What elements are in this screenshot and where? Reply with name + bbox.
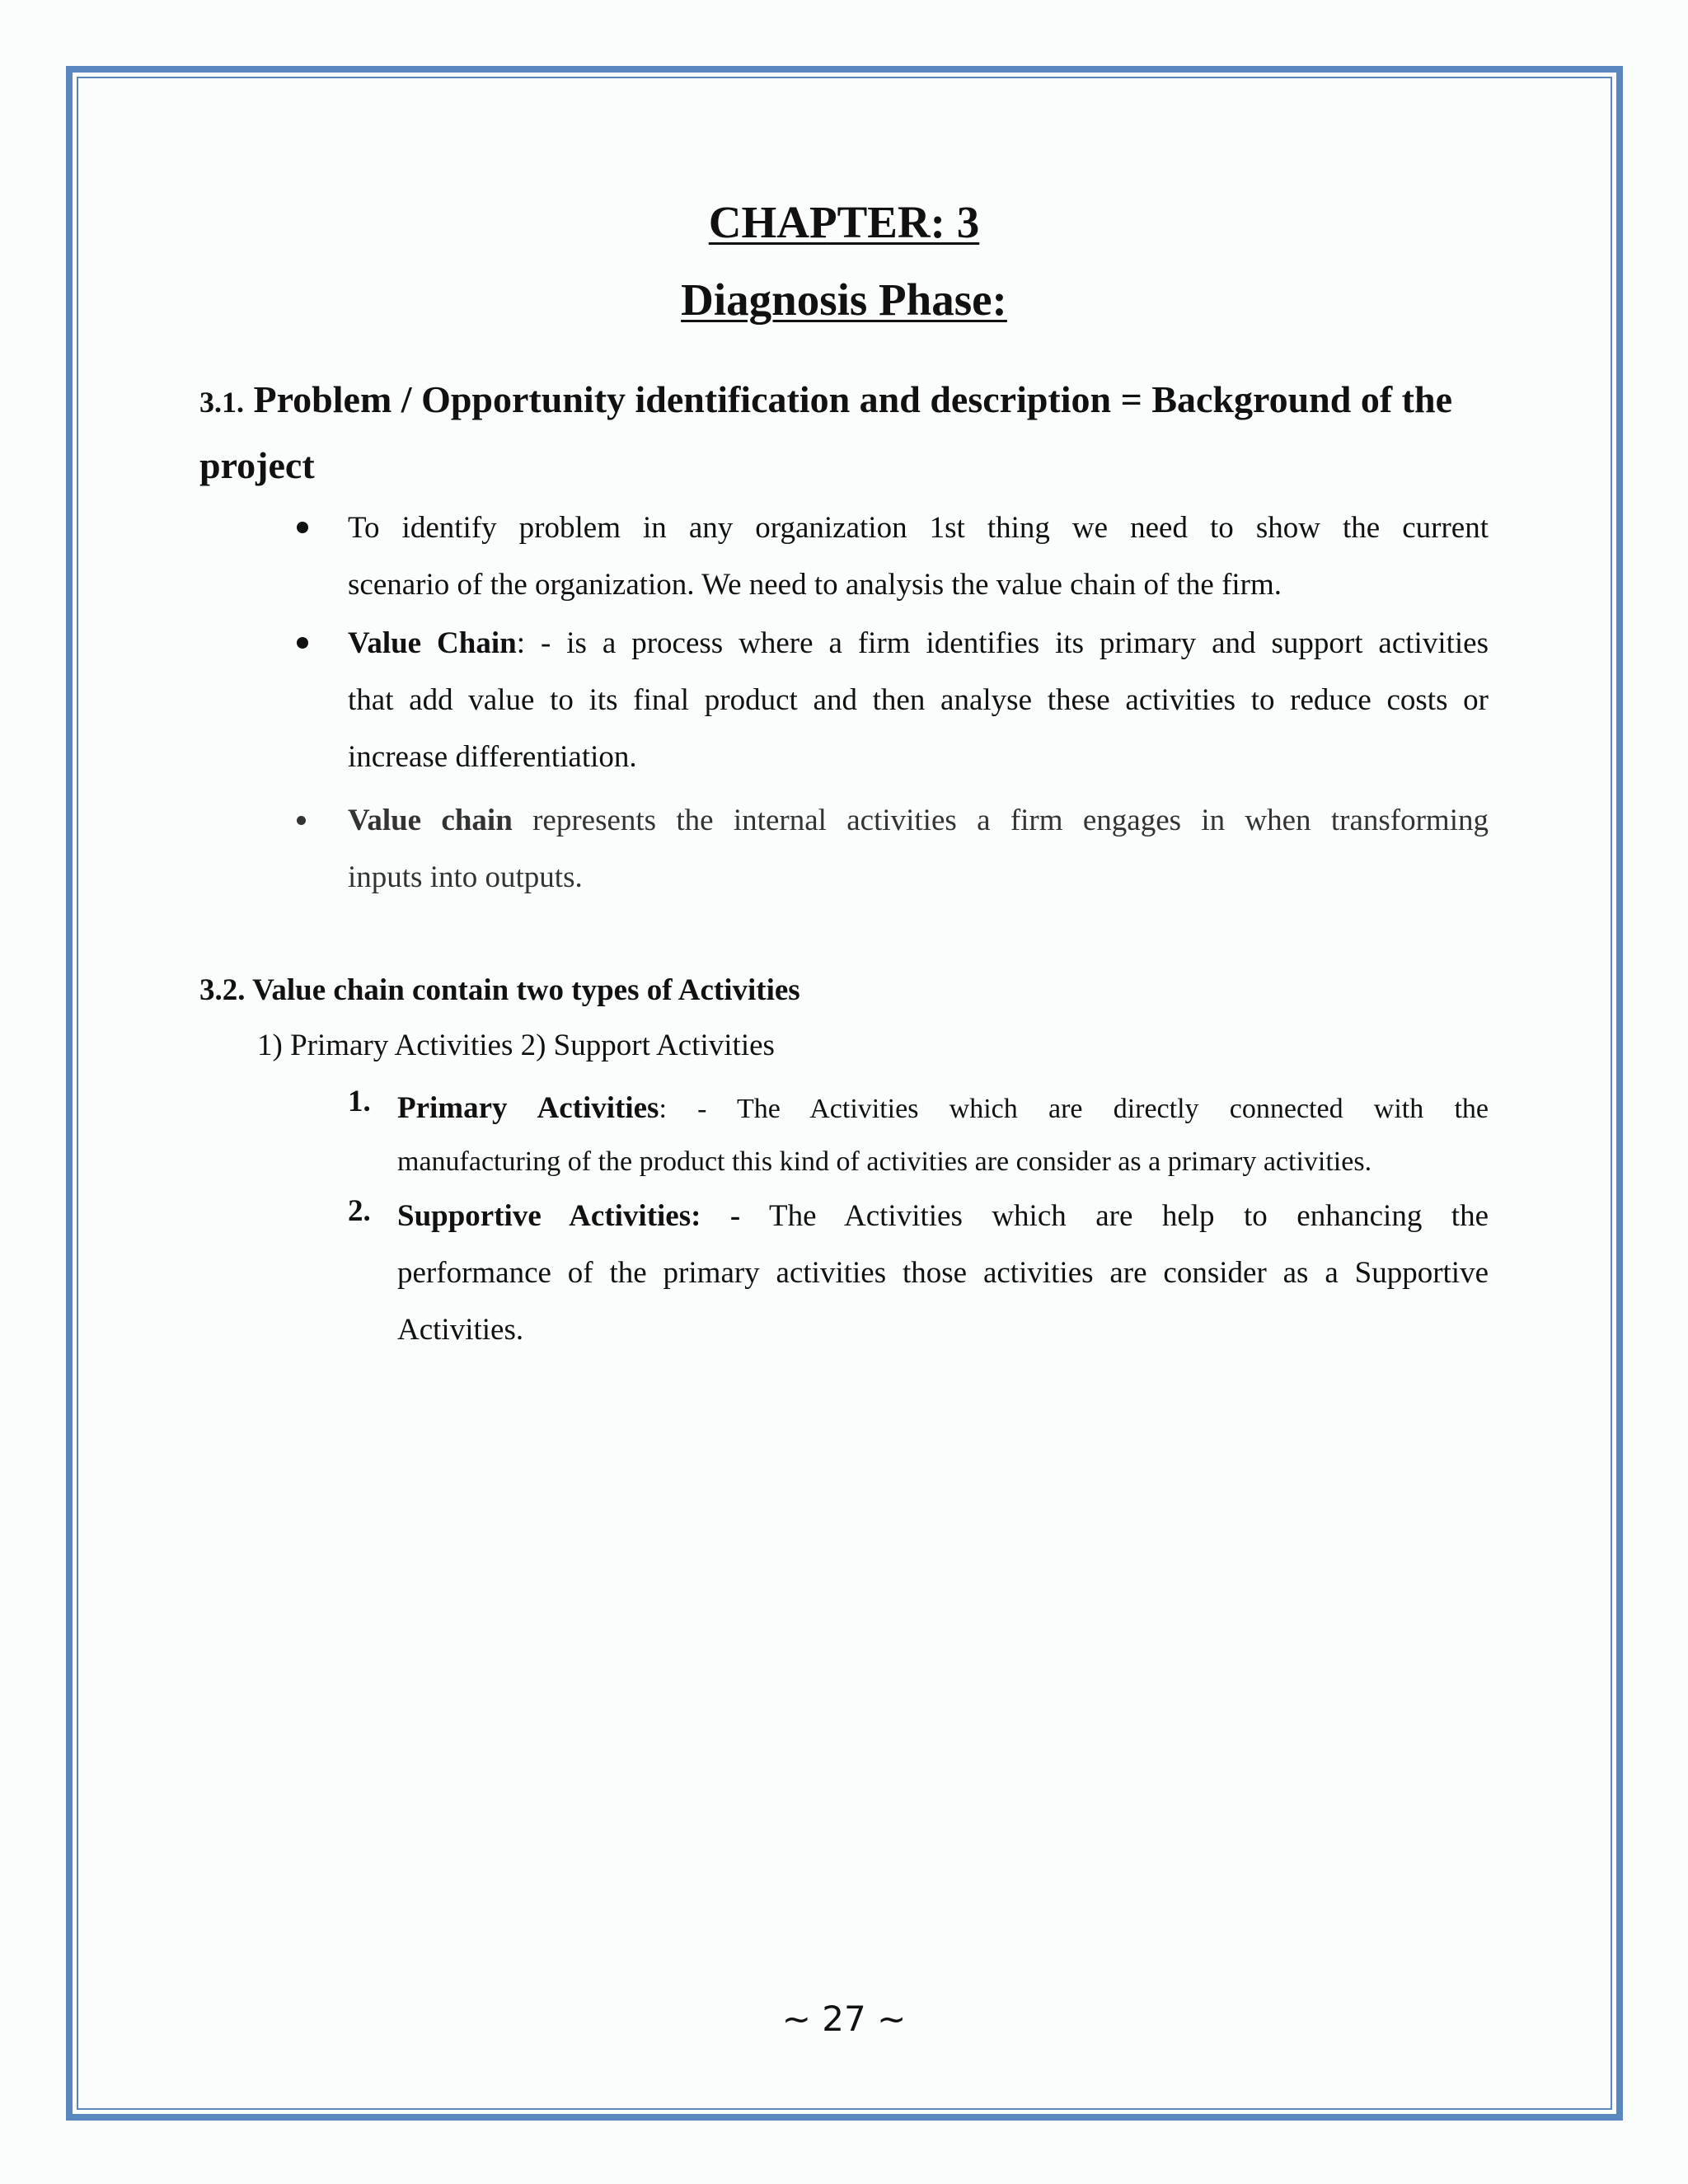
section-3-1-heading-cont: project [199,444,315,486]
term-value-chain: Value chain [348,804,513,837]
section-3-1-heading: 3.1. Problem / Opportunity identification and description = Background of the [199,378,1452,420]
bullet-icon [297,522,308,533]
term-supportive-activities: Supportive Activities: - [397,1199,741,1233]
bullet-icon [297,816,306,825]
list-number-1: 1. [348,1085,371,1118]
chapter-heading: CHAPTER: 3 [708,197,980,247]
term-value-chain: Value Chain [348,626,517,660]
bullet-paragraph-1: To identify problem in any organization 1st thing we need to show the current scenario of the organization. We need to analysis the value chain of the firm. [348,511,1489,602]
primary-activities-paragraph: Primary Activities: - The Activities which are directly connected with the manufacturing of the product this kind of activities are consider as a primary activities. [397,1091,1489,1177]
bullet-paragraph-2: Value Chain: - is a process where a firm identifies its primary and support activities that add value to its final product and then analyse these activities to reduce costs or increase differentiation. [348,626,1489,774]
bullet-paragraph-3: Value chain represents the internal activities a firm engages in when transforming inputs into outputs. [348,804,1489,894]
supportive-activities-paragraph: Supportive Activities: - The Activities which are help to enhancing the performance of the primary activities those activities are consider as a Supportive Activities. [397,1199,1489,1347]
activity-types: 1) Primary Activities 2) Support Activities [257,1029,775,1062]
page-number: ~ 27 ~ [781,1999,907,2039]
term-primary-activities: Primary Activities [397,1091,659,1125]
section-3-2-heading: 3.2. Value chain contain two types of Activities [199,973,800,1007]
phase-heading: Diagnosis Phase: [681,274,1007,325]
list-number-2: 2. [348,1194,371,1228]
bullet-icon [297,637,308,649]
